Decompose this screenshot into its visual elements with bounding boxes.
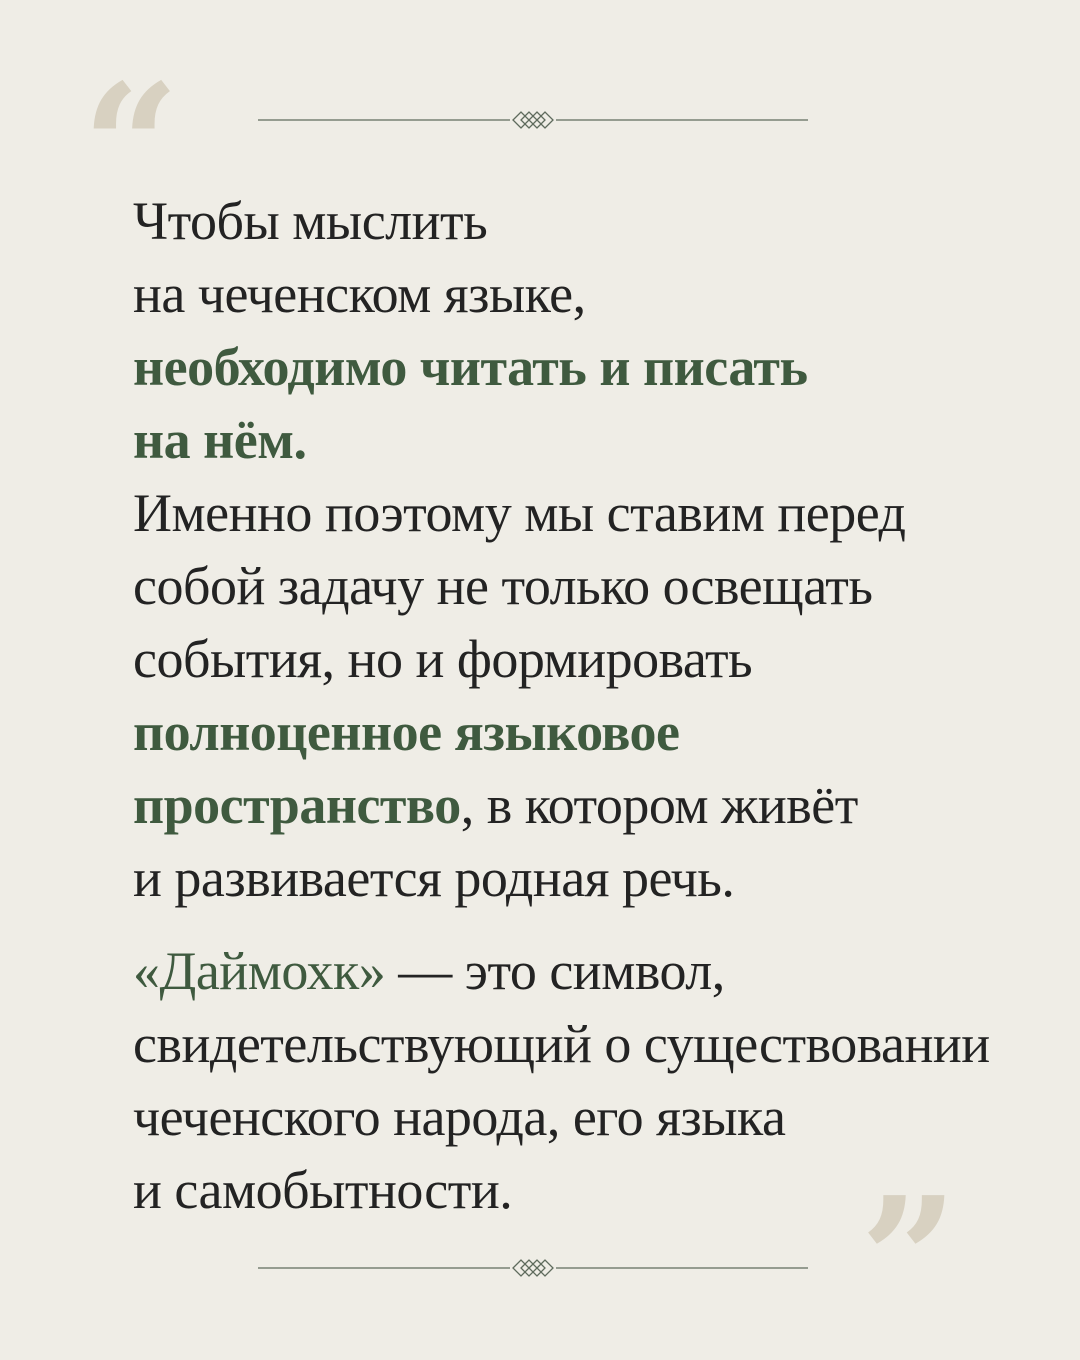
text-line: и развивается родная речь.	[133, 848, 735, 908]
text-line: и самобытности.	[133, 1160, 513, 1220]
text-line: чеченского народа, его языка	[133, 1087, 786, 1147]
highlight-text: на нём.	[133, 410, 307, 470]
text-line: Чтобы мыслить	[133, 191, 488, 251]
text-line: на чеченском языке,	[133, 264, 586, 324]
highlight-text: необходимо читать и писать	[133, 337, 808, 397]
text-line: собой задачу не только освещать	[133, 556, 873, 616]
text-line: Именно поэтому мы ставим перед	[133, 483, 906, 543]
bottom-divider	[258, 1256, 808, 1280]
quote-text	[133, 185, 1013, 1227]
text-line: — это символ,	[385, 941, 725, 1001]
close-quote-icon: ”	[860, 1160, 958, 1360]
text-line: события, но и формировать	[133, 629, 753, 689]
text-line: , в котором живёт	[460, 775, 858, 835]
quote-paragraph-1	[133, 185, 1013, 915]
knot-ornament-icon	[258, 108, 808, 132]
highlight-text: полноценное языковое	[133, 702, 680, 762]
text-line: свидетельствующий о существовании	[133, 1014, 990, 1074]
brand-name: «Даймохк»	[133, 941, 386, 1001]
highlight-text: пространство	[133, 775, 461, 835]
open-quote-icon: “	[82, 47, 180, 247]
knot-ornament-icon	[258, 1256, 808, 1280]
top-divider	[258, 108, 808, 132]
